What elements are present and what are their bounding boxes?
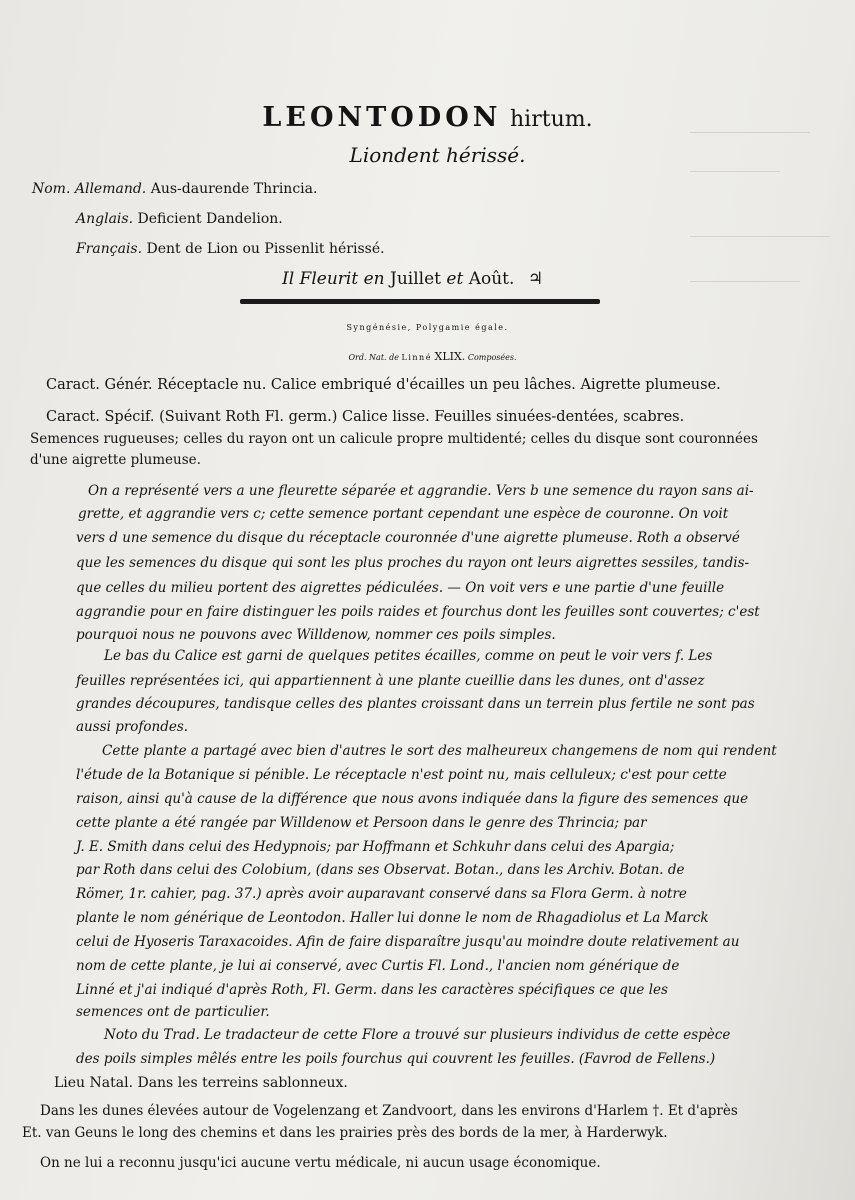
flowering-prefix: Il Fleurit en [282, 269, 385, 289]
text-line: que les semences du disque qui sont les plus proches du rayon ont leurs aigrettes sessiles, tandis- [76, 555, 750, 571]
flowering-period [282, 269, 543, 289]
text-line: plante le nom générique de Leontodon. Haller lui donne le nom de Rhagadiolus et La Marck [76, 910, 709, 926]
text-line: d'une aigrette plumeuse. [30, 452, 201, 468]
text-line: feuilles représentées ici, qui appartiennent à une plante cueillie dans les dunes, ont d'assez [76, 673, 705, 689]
perennial-symbol: ♃ [527, 269, 544, 289]
text-line: Semences rugueuses; celles du rayon ont un calicule propre multidenté; celles du disque sont couronnées [30, 431, 758, 447]
page-title [0, 102, 855, 133]
name-value: Deficient Dandelion. [137, 211, 283, 227]
name-language: Français. [76, 241, 143, 257]
decorative-rule [240, 299, 600, 304]
text-line: Caract. Spécif. (Suivant Roth Fl. germ.) Calice lisse. Feuilles sinuées-dentées, scabres. [46, 409, 685, 425]
text-line: semences ont de particulier. [76, 1004, 270, 1020]
text-line: l'étude de la Botanique si pénible. Le réceptacle n'est point nu, mais celluleux; c'est pour cette [76, 767, 727, 783]
text-line: Caract. Génér. Réceptacle nu. Calice embriqué d'écailles un peu lâches. Aigrette plumeuse. [46, 377, 721, 393]
title-species: hirtum. [510, 107, 593, 132]
order-author: Linné [401, 353, 432, 362]
text-line: pourquoi nous ne pouvons avec Willdenow, nommer ces poils simples. [76, 627, 556, 643]
text-line: raison, ainsi qu'à cause de la différence que nous avons indiquée dans la figure des semences que [76, 791, 749, 807]
text-line: On a représenté vers a une fleurette séparée et aggrandie. Vers b une semence du rayon sans ai- [88, 483, 754, 499]
text-line: que celles du milieu portent des aigrettes pédiculées. — On voit vers e une partie d'une feuille [76, 580, 725, 596]
text-line: vers d une semence du disque du réceptacle couronnée d'une aigrette plumeuse. Roth a observé [76, 530, 740, 546]
text-line: grandes découpures, tandisque celles des plantes croissant dans un terrein plus fertile ne sont pas [76, 696, 755, 712]
name-value: Aus-daurende Thrincia. [150, 181, 318, 197]
flowering-month2: Août. [468, 269, 515, 289]
flowering-and: et [446, 269, 464, 289]
text-line: par Roth dans celui des Colobium, (dans ses Observat. Botan., dans les Archiv. Botan. de [76, 862, 685, 878]
text-line: J. E. Smith dans celui des Hedypnois; par Hoffmann et Schkuhr dans celui des Apargia; [76, 839, 675, 855]
text-line: grette, et aggrandie vers c; cette semence portant cependant une espèce de couronne. On voit [78, 506, 729, 522]
order-number: XLIX. [434, 350, 466, 363]
translator-note: des poils simples mêlés entre les poils fourchus qui couvrent les feuilles. (Favrod de Fellens.) [76, 1051, 716, 1067]
name-language: Nom. Allemand. [32, 181, 147, 197]
classification-order [0, 350, 855, 363]
order-name: Composées. [467, 353, 517, 362]
title-genus: LEONTODON [262, 102, 502, 133]
text-line: Le bas du Calice est garni de quelques petites écailles, comme on peut le voir vers f. Les [104, 648, 713, 664]
order-prefix: Ord. Nat. de [348, 353, 399, 362]
text-line: Cette plante a partagé avec bien d'autres le sort des malheureux changemens de nom qui rendent [102, 743, 777, 759]
name-value: Dent de Lion ou Pissenlit hérissé. [146, 241, 385, 257]
name-language: Anglais. [76, 211, 134, 227]
translator-note: Noto du Trad. Le tradacteur de cette Flore a trouvé sur plusieurs individus de cette espèce [104, 1027, 731, 1043]
text-line: Römer, 1r. cahier, pag. 37.) après avoir auparavant conservé dans sa Flora Germ. à notre [76, 886, 687, 902]
name-row-german [32, 181, 317, 197]
habitat-heading: Lieu Natal. Dans les terreins sablonneux. [54, 1075, 348, 1091]
habitat-text: Dans les dunes élevées autour de Vogelenzang et Zandvoort, dans les environs d'Harlem †. Et d'après [40, 1103, 738, 1119]
classification-class: Syngénésie, Polygamie égale. [346, 323, 509, 332]
habitat-text: Et. van Geuns le long des chemins et dans les prairies près des bords de la mer, à Harderwyk. [22, 1125, 668, 1141]
text-line: aussi profondes. [76, 719, 189, 735]
uses-text: On ne lui a reconnu jusqu'ici aucune vertu médicale, ni aucun usage économique. [40, 1155, 601, 1171]
text-line: celui de Hyoseris Taraxacoides. Afin de faire disparaître jusqu'au moindre doute relativement au [76, 934, 740, 950]
name-row-french [76, 241, 385, 257]
text-line: cette plante a été rangée par Willdenow et Persoon dans le genre des Thrincia; par [76, 815, 647, 831]
text-line: nom de cette plante, je lui ai conservé, avec Curtis Fl. Lond., l'ancien nom générique de [76, 958, 680, 974]
french-name: Liondent hérissé. [349, 143, 526, 167]
name-row-english [76, 211, 283, 227]
flowering-month: Juillet [390, 269, 441, 289]
text-line: Linné et j'ai indiqué d'après Roth, Fl. Germ. dans les caractères spécifiques ce que les [76, 982, 668, 998]
text-line: aggrandie pour en faire distinguer les poils raides et fourchus dont les feuilles sont couvertes; c'est [76, 604, 760, 620]
